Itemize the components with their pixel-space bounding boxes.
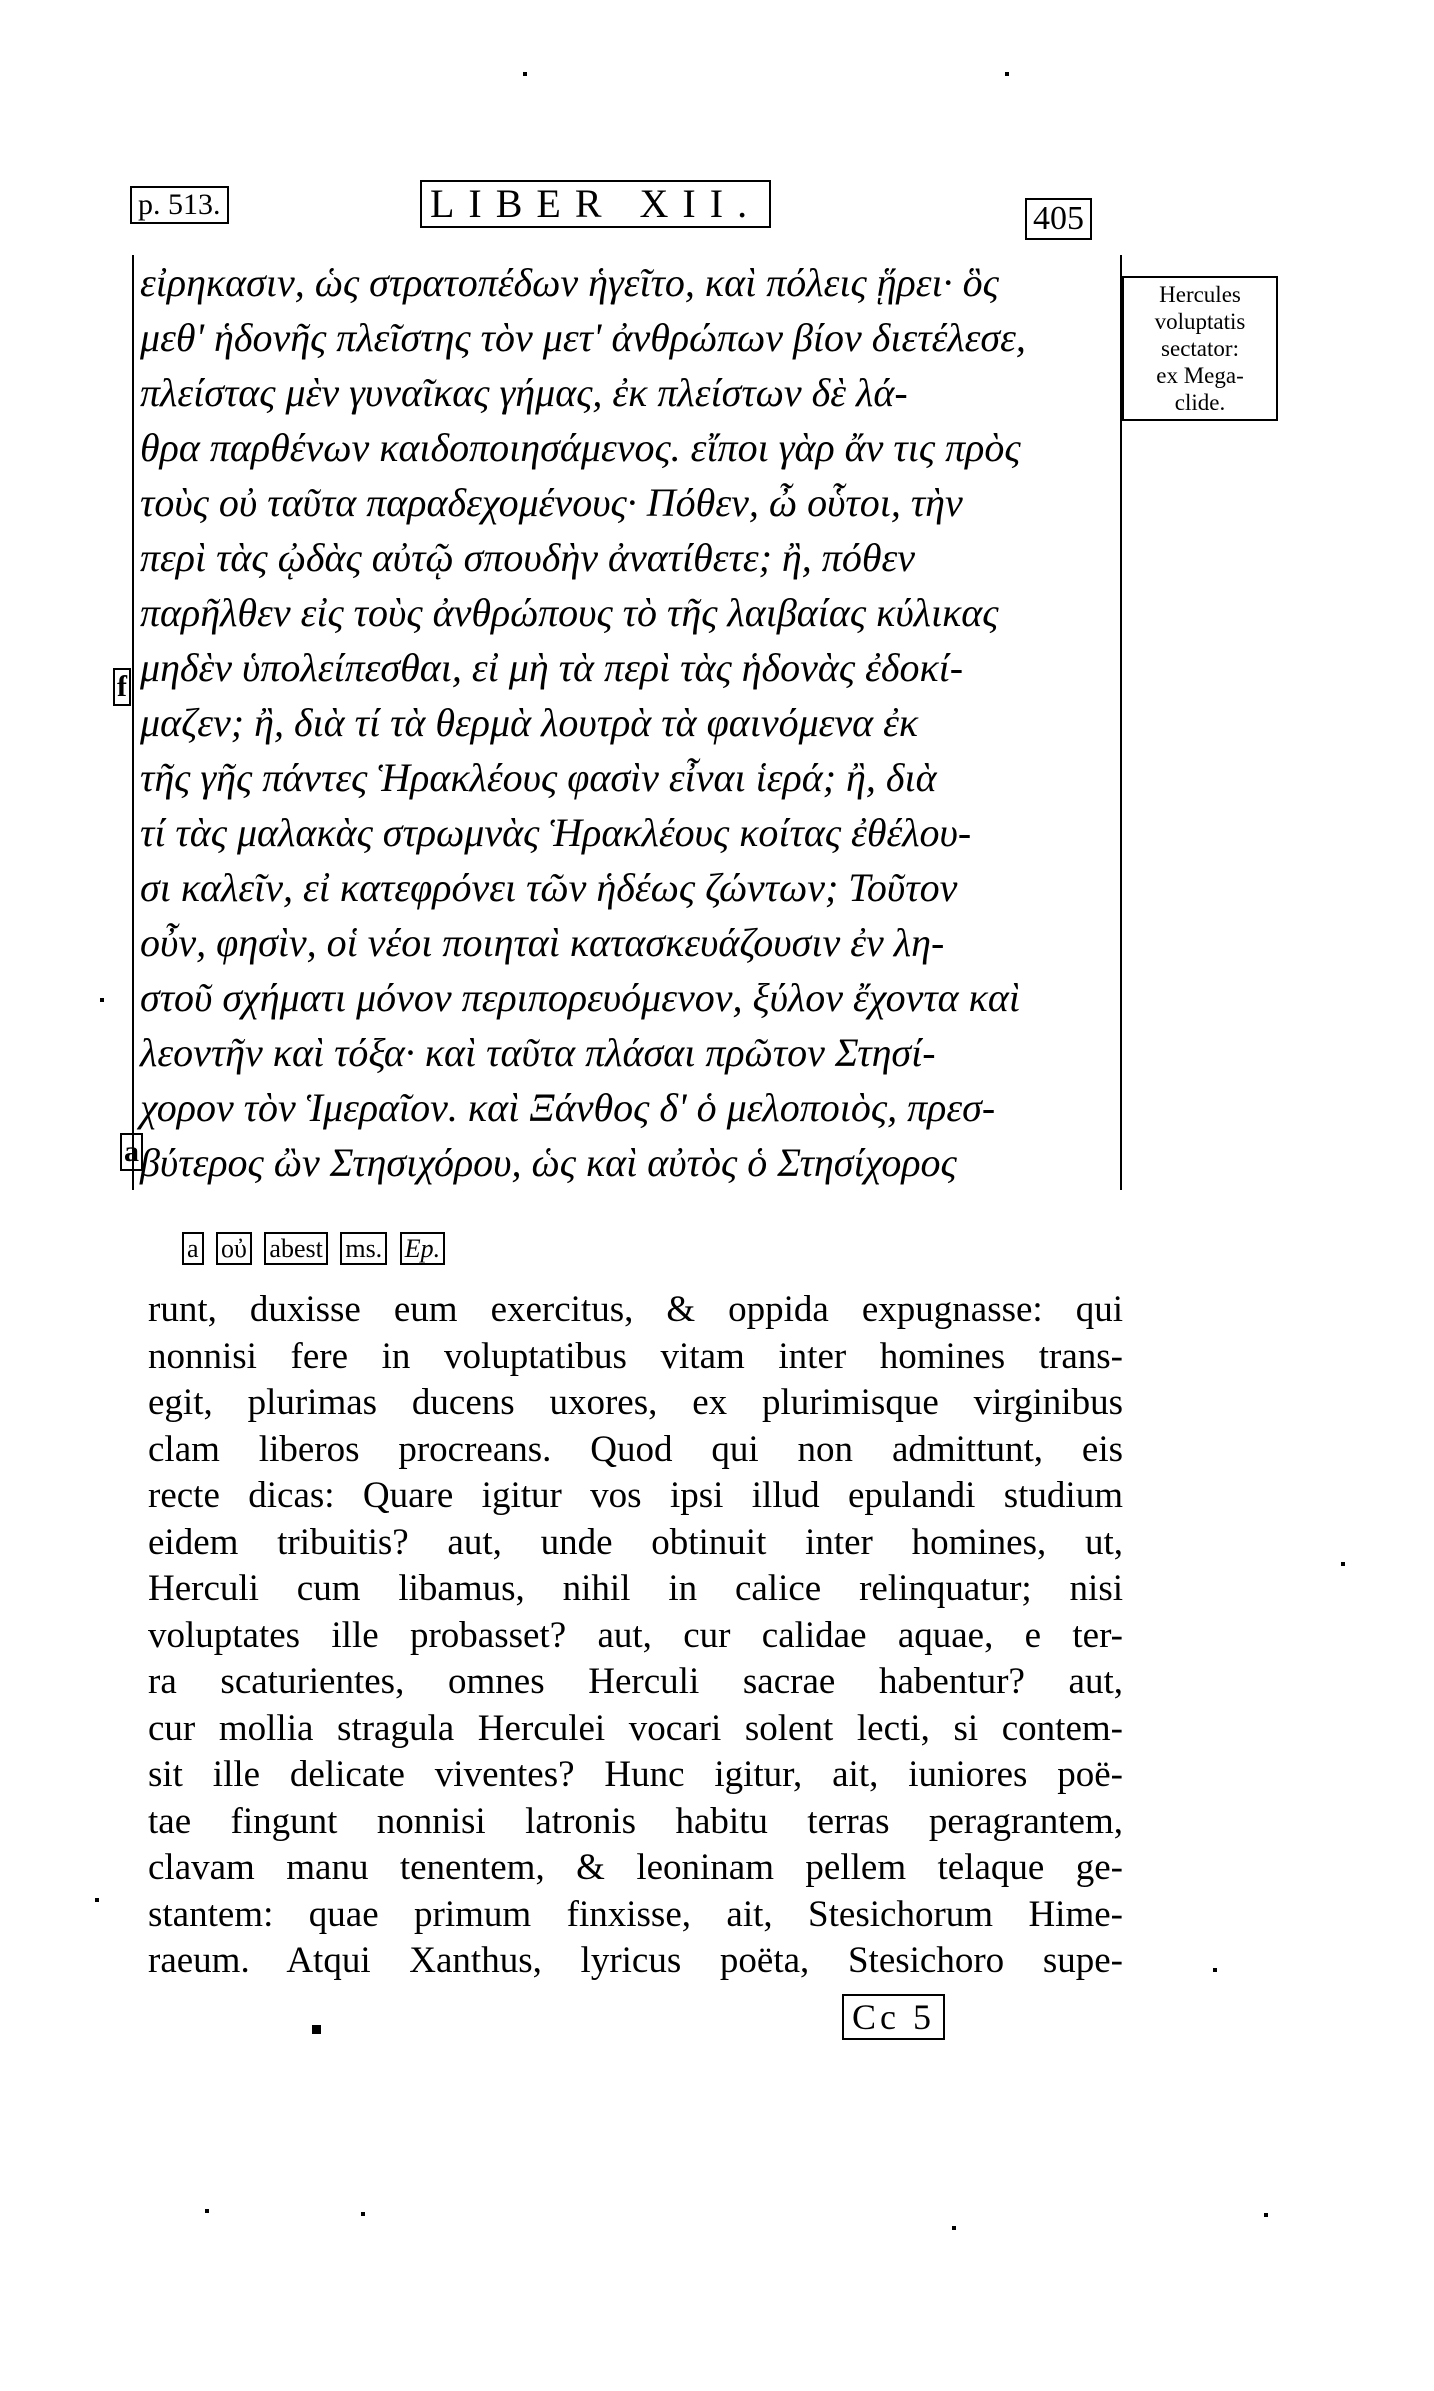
latin-line: clavam manu tenentem, & leoninam pellem telaque ge- xyxy=(148,1847,1123,1888)
latin-line: stantem: quae primum finxisse, ait, Stesichorum Hime- xyxy=(148,1893,1123,1935)
greek-line: παρῆλθεν εἰς τοὺς ἀνθρώπους τὸ τῆς λαιβαίας κύλικας xyxy=(132,585,1122,640)
speck xyxy=(361,2212,365,2216)
page-header xyxy=(130,180,1120,240)
latin-line: eidem tribuitis? aut, unde obtinuit inter homines, ut, xyxy=(148,1521,1123,1563)
speck xyxy=(952,2226,956,2230)
note-text: abest xyxy=(264,1232,327,1265)
latin-line: raeum. Atqui Xanthus, lyricus poëta, Stesichoro supe- xyxy=(148,1940,1123,1981)
greek-line: μεθ' ἡδονῆς πλεῖστης τὸν μετ' ἀνθρώπων βίον διετέλεσε, xyxy=(132,310,1122,365)
greek-line: σι καλεῖν, εἰ κατεφρόνει τῶν ἡδέως ζώντων; Τοῦτον xyxy=(132,860,1122,915)
greek-line: τῆς γῆς πάντες Ἡρακλέους φασὶν εἶναι ἱερά; ἢ, διὰ xyxy=(132,750,1122,805)
running-title: LIBER XII. xyxy=(420,180,771,228)
marginal-note xyxy=(1122,276,1278,421)
greek-line: μηδὲν ὑπολείπεσθαι, εἰ μὴ τὰ περὶ τὰς ἡδονὰς ἐδοκί- xyxy=(132,640,1122,695)
latin-line: sit ille delicate viventes? Hunc igitur, ait, iuniores poë- xyxy=(148,1754,1123,1795)
speck xyxy=(1341,1562,1345,1566)
latin-line: recte dicas: Quare igitur vos ipsi illud epulandi studium xyxy=(148,1475,1123,1516)
greek-line: τοὺς οὐ ταῦτα παραδεχομένους· Πόθεν, ὦ οὗτοι, τὴν xyxy=(132,475,1122,530)
critical-apparatus-note xyxy=(182,1234,451,1264)
speck xyxy=(205,2209,209,2213)
marginal-note-line: sectator: xyxy=(1161,336,1239,361)
greek-line: θρα παρθένων καιδοποιησάμενος. εἴποι γὰρ ἄν τις πρὸς xyxy=(132,420,1122,475)
greek-line: χορον τὸν Ἱμεραῖον. καὶ Ξάνθος δ' ὁ μελοποιὸς, πρεσ- xyxy=(132,1080,1122,1135)
latin-line: clam liberos procreans. Quod qui non admittunt, eis xyxy=(148,1428,1123,1470)
greek-line: πλείστας μὲν γυναῖκας γήμας, ἐκ πλείστων δὲ λά- xyxy=(132,365,1122,420)
page-reference: p. 513. xyxy=(130,186,229,224)
marginal-note-line: voluptatis xyxy=(1154,309,1246,334)
marginal-note-line: ex Mega- xyxy=(1156,363,1244,388)
greek-line: λεοντῆν καὶ τόξα· καὶ ταῦτα πλάσαι πρῶτον Στησί- xyxy=(132,1025,1122,1080)
note-lemma: οὐ xyxy=(216,1232,252,1265)
speck xyxy=(1005,72,1009,76)
latin-translation-block xyxy=(148,1287,1123,1985)
greek-text-block xyxy=(132,255,1122,1190)
greek-line: στοῦ σχήματι μόνον περιπορευόμενον, ξύλον ἔχοντα καὶ xyxy=(132,970,1122,1025)
speck xyxy=(100,998,104,1002)
printer-mark xyxy=(312,2025,321,2034)
latin-line: egit, plurimas ducens uxores, ex plurimisque virginibus xyxy=(148,1382,1123,1423)
speck xyxy=(95,1898,99,1902)
latin-line: tae fingunt nonnisi latronis habitu terras peragrantem, xyxy=(148,1800,1123,1842)
speck xyxy=(1264,2213,1268,2217)
speck xyxy=(523,72,527,76)
marginal-note-line: Hercules xyxy=(1159,282,1241,307)
note-siglum: Ep. xyxy=(400,1232,445,1265)
latin-line: ra scaturientes, omnes Herculi sacrae habentur? aut, xyxy=(148,1661,1123,1702)
margin-section-letter: f xyxy=(113,668,131,706)
catchword-signature: Cc 5 xyxy=(842,1994,945,2040)
latin-line: voluptates ille probasset? aut, cur calidae aquae, e ter- xyxy=(148,1614,1123,1656)
latin-line: Herculi cum libamus, nihil in calice relinquatur; nisi xyxy=(148,1568,1123,1609)
note-mark: a xyxy=(182,1232,204,1265)
greek-line: τί τὰς μαλακὰς στρωμνὰς Ἡρακλέους κοίτας ἐθέλου- xyxy=(132,805,1122,860)
marginal-note-line: clide. xyxy=(1174,390,1226,415)
greek-line: περὶ τὰς ᾠδὰς αὐτῷ σπουδὴν ἀνατίθετε; ἢ, πόθεν xyxy=(132,530,1122,585)
greek-line: οὖν, φησὶν, οἱ νέοι ποιηταὶ κατασκευάζουσιν ἐν λη- xyxy=(132,915,1122,970)
folio-number: 405 xyxy=(1025,198,1092,240)
latin-line: cur mollia stragula Herculei vocari solent lecti, si contem- xyxy=(148,1707,1123,1749)
greek-line: εἰρηκασιν, ὡς στρατοπέδων ἡγεῖτο, καὶ πόλεις ᾕρει· ὃς xyxy=(132,255,1122,310)
latin-line: nonnisi fere in voluptatibus vitam inter homines trans- xyxy=(148,1335,1123,1377)
latin-line: runt, duxisse eum exercitus, & oppida expugnasse: qui xyxy=(148,1289,1123,1330)
note-source: ms. xyxy=(340,1232,387,1265)
margin-section-letter: a xyxy=(120,1133,143,1171)
speck xyxy=(1213,1968,1217,1972)
greek-line: βύτερος ὢν Στησιχόρου, ὡς καὶ αὐτὸς ὁ Στησίχορος xyxy=(132,1135,1122,1190)
greek-line: μαζεν; ἢ, διὰ τί τὰ θερμὰ λουτρὰ τὰ φαινόμενα ἐκ xyxy=(132,695,1122,750)
